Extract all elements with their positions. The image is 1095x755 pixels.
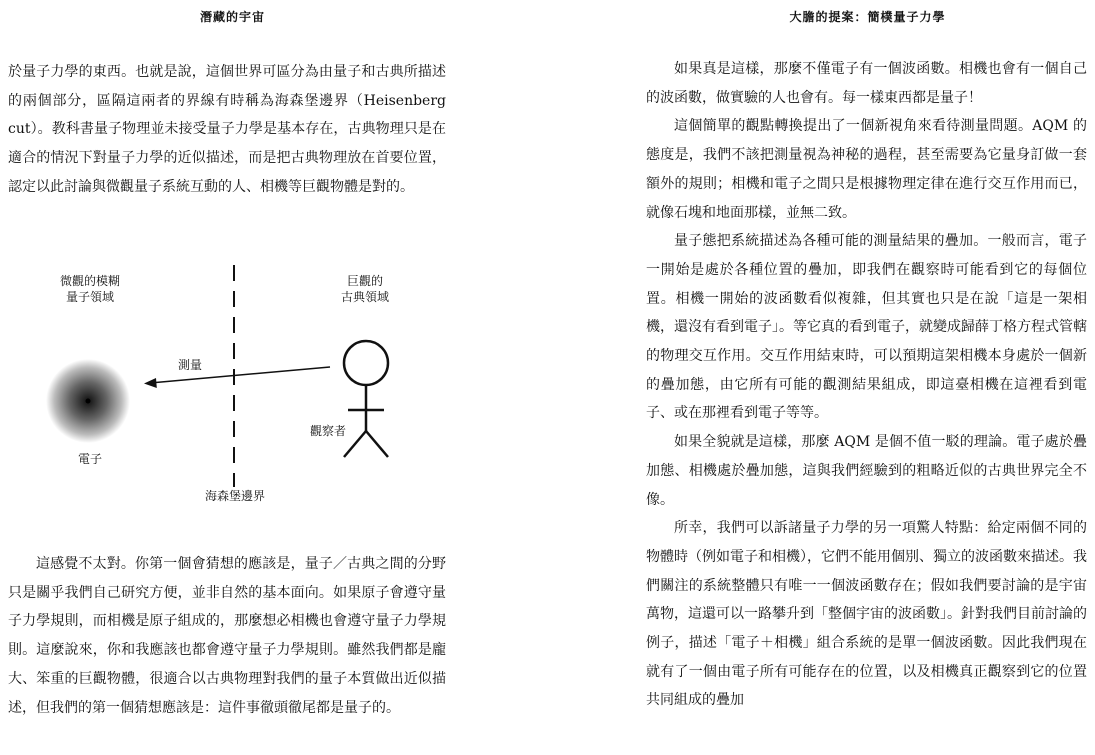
quantum-realm-label-line1: 微觀的模糊 xyxy=(59,274,121,288)
observer-label: 觀察者 xyxy=(309,424,347,438)
right-running-header: 大膽的提案：簡樸量子力學 xyxy=(789,10,946,24)
right-paragraph-3: 量子態把系統描述為各種可能的測量結果的疊加。一般而言，電子一開始是處於各種位置的疊加，即我們在觀察時可能看到它的每個位置。相機一開始的波函數看似複雜，但其實也只是在說「這是一架相機，還沒有看到電子」。等它真的看到電子，就變成歸薛丁格方程式管轄的物理交互作用。交互作用結束時，可以預期這架相機本身處於一個新的疊加態，由它所有可能的觀測結果組成，即這臺相機在這裡看到電子、或在那裡看到電子等等。 xyxy=(646,233,1087,422)
right-body xyxy=(646,55,1087,715)
measurement-label: 測量 xyxy=(177,358,203,372)
right-paragraph-2: 這個簡單的觀點轉換提出了一個新視角來看待測量問題。AQM 的態度是，我們不該把測量視為神秘的過程，甚至需要為它量身訂做一套額外的規則；相機和電子之間只是根據物理定律在進行交互作用而已，就像石塊和地面那樣，並無二致。 xyxy=(646,118,1087,221)
left-running-header: 潛藏的宇宙 xyxy=(199,10,265,24)
heisenberg-cut-diagram xyxy=(30,255,440,515)
left-paragraph-1: 於量子力學的東西。也就是說，這個世界可區分為由量子和古典所描述的兩個部分，區隔這兩者的界線有時稱為海森堡邊界（Heisenberg cut）。教科書量子物理並未接受量子力學是基本存在，古典物理只是在適合的情況下對量子力學的近似描述，而是把古典物理放在首要位置，認定以此討論與微觀量子系統互動的人、相機等巨觀物體是對的。 xyxy=(8,64,446,195)
right-page xyxy=(640,0,1095,755)
heisenberg-cut-label: 海森堡邊界 xyxy=(204,489,266,503)
measurement-arrow-head xyxy=(144,378,157,388)
quantum-realm-label-line2: 量子領域 xyxy=(65,290,115,304)
electron-label: 電子 xyxy=(77,452,103,466)
right-paragraph-5: 所幸，我們可以訴諸量子力學的另一項驚人特點：給定兩個不同的物體時（例如電子和相機），它們不能用個別、獨立的波函數來描述。我們關注的系統整體只有唯一一個波函數存在；假如我們要討論的是宇宙萬物，這還可以一路攀升到「整個宇宙的波函數」。針對我們目前討論的例子，描述「電子＋相機」組合系統的是單一個波函數。因此我們現在就有了一個由電子所有可能存在的位置，以及相機真正觀察到它的位置共同組成的疊加 xyxy=(646,520,1087,709)
classical-realm-label-line1: 巨觀的 xyxy=(346,274,384,288)
stick-figure-observer xyxy=(344,341,388,457)
electron-dot xyxy=(86,399,91,404)
left-page xyxy=(0,0,460,755)
left-paragraph-2: 這感覺不太對。你第一個會猜想的應該是，量子／古典之間的分野只是關乎我們自己研究方便，並非自然的基本面向。如果原子會遵守量子力學規則，而相機是原子組成的，那麼想必相機也會遵守量子力學規則。這麼說來，你和我應該也都會遵守量子力學規則。雖然我們都是龐大、笨重的巨觀物體，很適合以古典物理對我們的量子本質做出近似描述，但我們的第一個猜想應該是：這件事徹頭徹尾都是量子的。 xyxy=(8,556,446,716)
right-paragraph-1: 如果真是這樣，那麼不僅電子有一個波函數。相機也會有一個自己的波函數，做實驗的人也會有。每一樣東西都是量子！ xyxy=(646,61,1087,106)
classical-realm-label-line2: 古典領域 xyxy=(340,290,390,304)
right-paragraph-4: 如果全貌就是這樣，那麼 AQM 是個不值一駁的理論。電子處於疊加態、相機處於疊加態，這與我們經驗到的粗略近似的古典世界完全不像。 xyxy=(646,434,1087,508)
